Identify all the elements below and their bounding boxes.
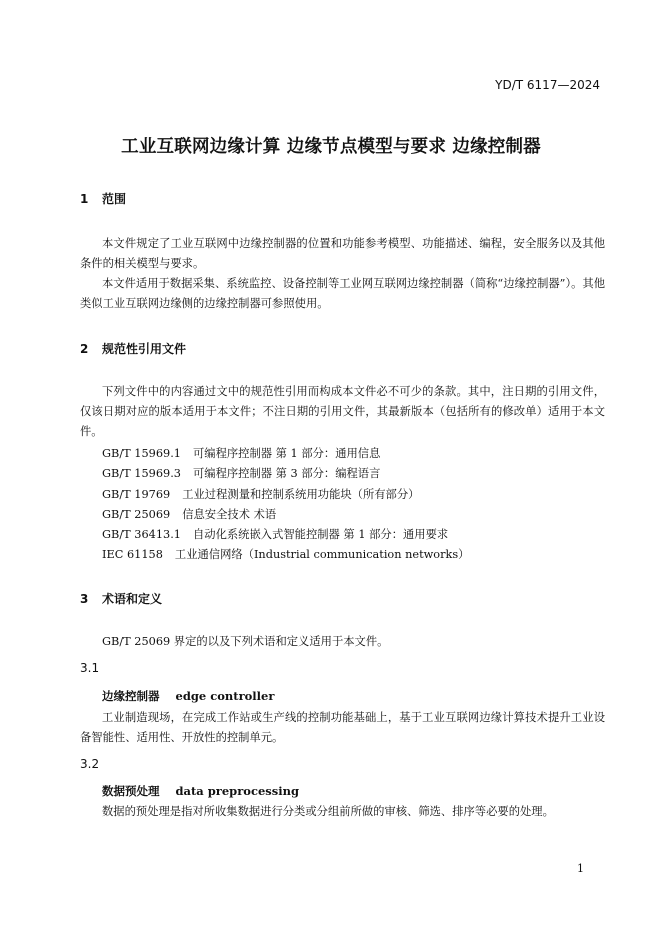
reference-item <box>102 506 276 522</box>
reference-title: 可编程序控制器 第 1 部分：通用信息 <box>192 447 381 460</box>
section-title: 术语和定义 <box>102 592 163 606</box>
section-title: 范围 <box>102 192 127 206</box>
term-heading <box>102 688 274 704</box>
term-en: data preprocessing <box>175 784 299 798</box>
reference-code: GB/T 25069 <box>102 508 171 521</box>
section-number: 3 <box>80 592 89 606</box>
reference-item <box>102 445 380 461</box>
standard-number: YD/T 6117—2024 <box>495 78 600 92</box>
term-number: 3.2 <box>80 757 100 771</box>
term-en: edge controller <box>175 689 275 703</box>
reference-title: 工业过程测量和控制系统用功能块（所有部分） <box>182 488 420 501</box>
section-heading-terms <box>80 590 162 607</box>
section-number: 2 <box>80 342 89 356</box>
scope-paragraph-1: 本文件规定了工业互联网中边缘控制器的位置和功能参考模型、功能描述、编程，安全服务以及其他条件的相关模型与要求。 <box>80 237 605 270</box>
terms-intro: GB/T 25069 界定的以及下列术语和定义适用于本文件。 <box>102 635 389 648</box>
reference-item <box>102 546 469 562</box>
reference-item <box>102 465 380 481</box>
reference-code: GB/T 15969.1 <box>102 447 181 460</box>
reference-code: GB/T 19769 <box>102 488 171 501</box>
normative-refs-intro: 下列文件中的内容通过文中的规范性引用而构成本文件必不可少的条款。其中，注日期的引用文件，仅该日期对应的版本适用于本文件；不注日期的引用文件，其最新版本（包括所有的修改单）适用于本文件。 <box>80 385 605 438</box>
section-number: 1 <box>80 192 89 206</box>
page-number: 1 <box>577 862 584 875</box>
section-heading-scope <box>80 190 126 207</box>
reference-title: 工业通信网络（Industrial communication networks） <box>174 548 470 561</box>
term-number: 3.1 <box>80 661 100 675</box>
section-heading-normative-refs <box>80 340 186 357</box>
document-title: 工业互联网边缘计算 边缘节点模型与要求 边缘控制器 <box>121 137 541 157</box>
section-title: 规范性引用文件 <box>102 342 187 356</box>
reference-item <box>102 526 448 542</box>
reference-title: 可编程序控制器 第 3 部分：编程语言 <box>192 467 381 480</box>
term-definition: 工业制造现场，在完成工作站或生产线的控制功能基础上，基于工业互联网边缘计算技术提升工业设备智能性、适用性、开放性的控制单元。 <box>80 711 605 744</box>
scope-paragraph-2: 本文件适用于数据采集、系统监控、设备控制等工业网互联网边缘控制器（简称“边缘控制器”）。其他类似工业互联网边缘侧的边缘控制器可参照使用。 <box>80 277 605 310</box>
reference-code: IEC 61158 <box>102 548 163 561</box>
term-zh: 数据预处理 <box>102 784 160 798</box>
reference-title: 自动化系统嵌入式智能控制器 第 1 部分：通用要求 <box>192 528 449 541</box>
term-definition: 数据的预处理是指对所收集数据进行分类或分组前所做的审核、筛选、排序等必要的处理。 <box>102 805 554 818</box>
reference-code: GB/T 36413.1 <box>102 528 181 541</box>
reference-item <box>102 486 419 502</box>
term-zh: 边缘控制器 <box>102 689 160 703</box>
reference-title: 信息安全技术 术语 <box>182 508 277 521</box>
reference-code: GB/T 15969.3 <box>102 467 181 480</box>
term-heading <box>102 783 299 799</box>
